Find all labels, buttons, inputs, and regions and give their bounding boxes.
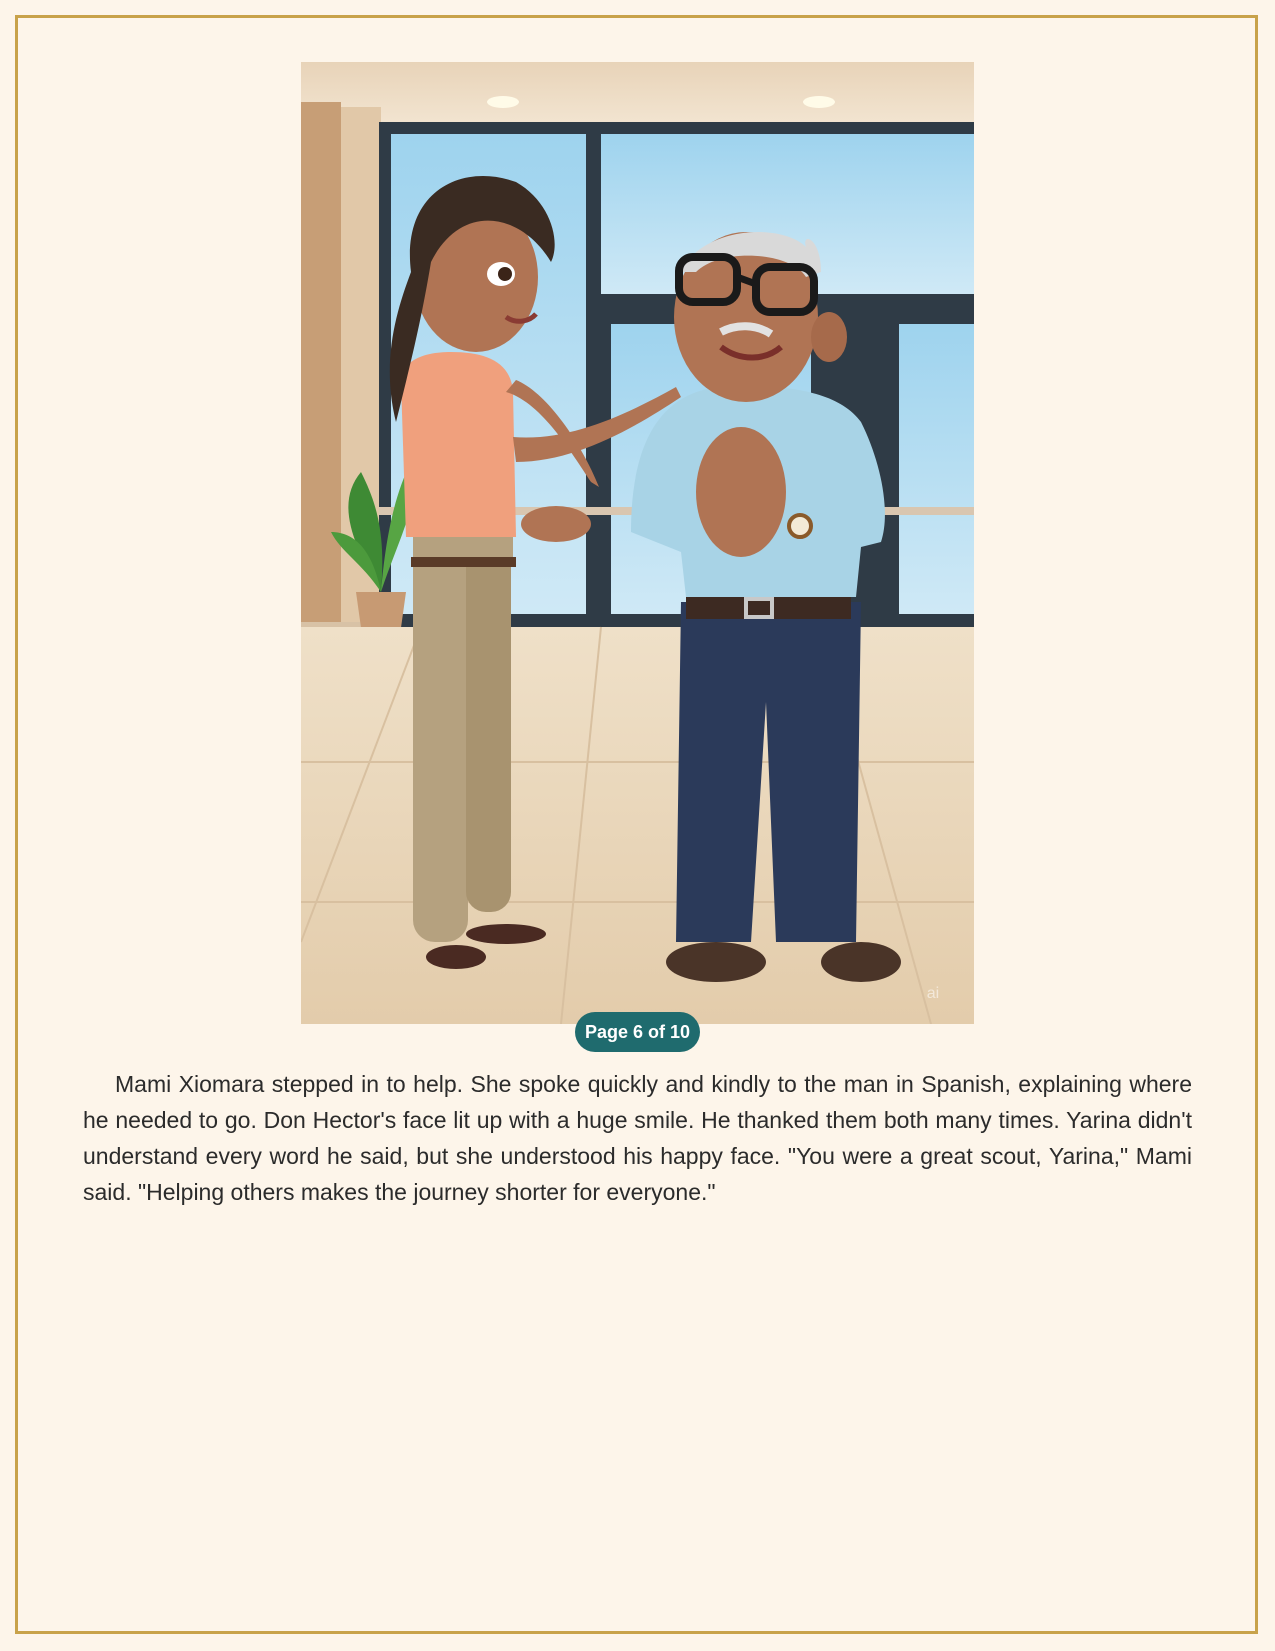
page-number-badge: Page 6 of 10 bbox=[575, 1012, 700, 1052]
story-illustration bbox=[301, 62, 974, 1024]
illustration-watermark: ai bbox=[926, 985, 940, 1002]
story-paragraph: Mami Xiomara stepped in to help. She spoke quickly and kindly to the man in Spanish, explaining where he needed to go. Don Hector's face lit up with a huge smile. He thanked them both many times. Yarina didn't understand every word he said, but she understood his happy face. "You were a great scout, Yarina," Mami said. "Helping others makes the journey shorter for everyone." bbox=[83, 1071, 1192, 1205]
